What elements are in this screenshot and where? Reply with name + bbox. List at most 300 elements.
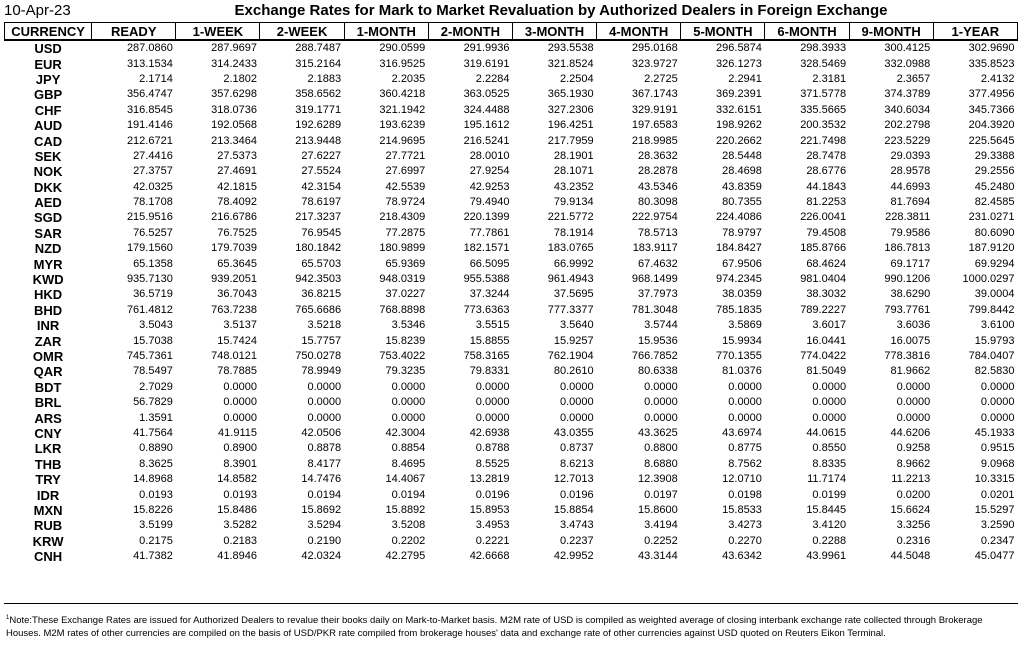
rate-cell: 41.7564: [133, 426, 173, 439]
rate-cell: 2.2035: [391, 72, 426, 85]
rate-cell: 2.2504: [559, 72, 594, 85]
rate-cell: 220.2662: [716, 134, 762, 147]
currency-code: LKR: [34, 441, 62, 457]
footnote-marker: 1: [6, 614, 10, 621]
table-row: [5, 272, 1018, 287]
currency-code: NZD: [34, 241, 62, 257]
rate-cell: 81.7694: [890, 196, 931, 209]
rate-cell: 78.1914: [553, 226, 594, 239]
page-title-wrap: [0, 2, 1024, 20]
rate-cell: 0.0000: [644, 396, 678, 409]
rate-cell: 42.6938: [469, 426, 510, 439]
rate-cell: 295.0168: [631, 42, 678, 55]
rate-cell: 43.5346: [638, 180, 678, 193]
rate-cell: 321.8524: [547, 57, 594, 70]
rate-cell: 3.2590: [980, 519, 1015, 532]
rate-cell: 36.7043: [217, 288, 257, 301]
rate-cell: 789.2227: [800, 303, 847, 316]
rate-cell: 8.4695: [391, 457, 426, 470]
rate-cell: 27.4416: [133, 149, 173, 162]
rate-cell: 78.9724: [385, 196, 426, 209]
currency-code: GBP: [34, 87, 63, 103]
rate-cell: 2.1802: [223, 72, 257, 85]
rate-cell: 0.8890: [139, 442, 173, 455]
footnote-text: Note:These Exchange Rates are issued for Authorized Dealers to revalue their books daily on Mark-to-Market basis. M2M rate of USD is compiled as weighted average of closing interbank exchange rate collected through Brokerage Houses. M2M rates of other currencies are compiled on the basis of USD/PKR rate compiled from brokerage houses' data and exchange rate of other currencies against USD quoted on Reuters Eikon Terminal.: [6, 615, 983, 639]
rate-cell: 195.1612: [463, 119, 510, 132]
rate-cell: 78.1708: [133, 196, 173, 209]
rate-cell: 3.5282: [223, 519, 257, 532]
rate-cell: 3.4120: [812, 519, 847, 532]
rate-cell: 0.0000: [644, 411, 678, 424]
rate-cell: 8.5525: [475, 457, 510, 470]
rate-cell: 37.7973: [638, 288, 678, 301]
rate-cell: 228.3811: [885, 211, 931, 224]
rate-cell: 784.0407: [968, 350, 1015, 362]
rate-cell: 8.6213: [559, 457, 594, 470]
table-body: [5, 40, 1018, 564]
rate-cell: 80.6338: [638, 365, 678, 378]
rate-cell: 3.5869: [728, 319, 762, 332]
rate-cell: 80.6090: [974, 226, 1015, 239]
rate-cell: 36.5719: [133, 288, 173, 301]
rate-cell: 3.4953: [475, 519, 510, 532]
rate-cell: 220.1399: [463, 211, 510, 224]
currency-code: CAD: [34, 133, 63, 149]
table-row: [5, 349, 1018, 364]
rate-cell: 981.0404: [800, 273, 847, 286]
rate-cell: 763.7238: [211, 303, 257, 316]
rate-cell: 291.9936: [463, 42, 510, 55]
column-header-ready: READY: [92, 23, 176, 41]
rate-cell: 15.8486: [217, 503, 257, 516]
rate-cell: 179.7039: [211, 242, 257, 255]
rate-cell: 15.8692: [301, 503, 342, 516]
rate-cell: 79.9134: [553, 196, 594, 209]
rate-cell: 0.2190: [307, 534, 342, 547]
rate-cell: 0.0000: [223, 396, 257, 409]
rate-cell: 777.3377: [547, 303, 594, 316]
rate-cell: 66.9992: [553, 257, 594, 270]
rate-cell: 0.0193: [223, 488, 257, 501]
rate-cell: 8.7562: [728, 457, 762, 470]
rate-cell: 0.8775: [728, 442, 762, 455]
rate-cell: 42.0324: [301, 550, 342, 563]
rate-cell: 0.0198: [728, 488, 762, 501]
rate-cell: 0.0200: [896, 488, 931, 501]
rate-cell: 42.2795: [385, 550, 426, 563]
rate-cell: 0.9258: [896, 442, 931, 455]
footer-divider: [4, 603, 1018, 604]
rate-cell: 0.0000: [223, 411, 257, 424]
rate-cell: 968.1499: [631, 273, 678, 286]
rate-cell: 15.8226: [133, 503, 173, 516]
rate-cell: 15.6624: [890, 503, 931, 516]
currency-code: MYR: [33, 256, 63, 272]
table-row: [5, 72, 1018, 87]
rate-cell: 293.5538: [547, 42, 594, 55]
rate-cell: 29.0393: [890, 149, 931, 162]
rate-cell: 43.6342: [722, 550, 762, 563]
rate-cell: 0.8788: [475, 442, 510, 455]
currency-code: SGD: [34, 210, 63, 226]
rate-cell: 183.0765: [547, 242, 594, 255]
rate-cell: 0.0000: [307, 411, 342, 424]
rate-cell: 42.3004: [385, 426, 426, 439]
rate-cell: 42.5539: [385, 180, 426, 193]
rate-cell: 785.1835: [716, 303, 762, 316]
currency-code: MXN: [33, 502, 63, 518]
rate-cell: 65.9369: [385, 257, 426, 270]
rate-cell: 185.8766: [800, 242, 847, 255]
rate-cell: 3.5208: [391, 519, 426, 532]
rate-cell: 324.4488: [463, 103, 510, 116]
table-row: [5, 426, 1018, 441]
currency-code: AUD: [34, 118, 63, 134]
rate-cell: 27.4691: [217, 165, 257, 178]
rate-cell: 0.0000: [980, 411, 1015, 424]
rate-cell: 8.4177: [307, 457, 342, 470]
table-row: [5, 149, 1018, 164]
rate-cell: 0.0000: [728, 396, 762, 409]
currency-code: TRY: [35, 472, 61, 488]
column-header-3-month: 3-MONTH: [512, 23, 596, 41]
currency-code: CHF: [34, 102, 62, 118]
rate-cell: 39.0004: [974, 288, 1015, 301]
table-header-row: [5, 23, 1018, 41]
rate-cell: 43.3144: [638, 550, 678, 563]
rate-cell: 43.3625: [638, 426, 678, 439]
rate-cell: 8.8335: [812, 457, 847, 470]
rate-cell: 81.9662: [890, 365, 931, 378]
rate-cell: 0.0193: [139, 488, 173, 501]
table-row: [5, 87, 1018, 102]
rate-cell: 76.9545: [301, 226, 342, 239]
rate-cell: 77.7861: [469, 226, 510, 239]
rate-cell: 42.9253: [469, 180, 510, 193]
rate-cell: 28.9578: [890, 165, 931, 178]
rate-cell: 79.4940: [469, 196, 510, 209]
column-header-2-month: 2-MONTH: [428, 23, 512, 41]
rate-cell: 15.7757: [301, 334, 342, 347]
rate-cell: 183.9117: [632, 242, 678, 255]
rate-cell: 3.4273: [728, 519, 762, 532]
rate-cell: 217.7959: [547, 134, 594, 147]
rate-cell: 15.9536: [638, 334, 678, 347]
rate-cell: 28.3632: [638, 149, 678, 162]
currency-code: IDR: [36, 487, 60, 503]
column-header-1-week: 1-WEEK: [176, 23, 260, 41]
rate-cell: 15.8239: [385, 334, 426, 347]
rate-cell: 0.9515: [980, 442, 1015, 455]
rate-cell: 758.3165: [463, 350, 510, 362]
rate-cell: 328.5469: [800, 57, 847, 70]
rate-cell: 12.0710: [722, 473, 762, 486]
column-header-6-month: 6-MONTH: [765, 23, 849, 41]
rate-cell: 42.9952: [553, 550, 594, 563]
table-row: [5, 226, 1018, 241]
rate-cell: 27.3757: [133, 165, 173, 178]
currency-code: BRL: [34, 395, 62, 411]
rate-cell: 0.0000: [307, 396, 342, 409]
rate-cell: 8.6880: [644, 457, 678, 470]
rate-cell: 762.1904: [547, 350, 594, 362]
rate-cell: 77.2875: [385, 226, 426, 239]
rate-cell: 180.1842: [295, 242, 342, 255]
rate-cell: 0.0000: [980, 396, 1015, 409]
rate-cell: 179.1560: [126, 242, 173, 255]
rate-cell: 221.5772: [547, 211, 594, 224]
rate-cell: 748.0121: [211, 350, 257, 362]
table-row: [5, 133, 1018, 148]
rate-cell: 298.3933: [800, 42, 847, 55]
rate-cell: 15.5297: [974, 503, 1015, 516]
rate-cell: 78.9797: [722, 226, 762, 239]
table-row: [5, 318, 1018, 333]
rate-cell: 2.4132: [980, 72, 1015, 85]
rate-cell: 0.8737: [559, 442, 594, 455]
rate-cell: 28.6776: [806, 165, 847, 178]
rate-cell: 3.6036: [896, 319, 931, 332]
rate-cell: 215.9516: [126, 211, 173, 224]
rate-cell: 212.6721: [126, 134, 173, 147]
rate-cell: 0.2183: [223, 534, 257, 547]
rate-cell: 374.3789: [884, 88, 931, 101]
table-row: [5, 118, 1018, 133]
rate-cell: 11.2213: [891, 473, 931, 486]
rate-cell: 37.3244: [469, 288, 510, 301]
rate-cell: 3.5294: [307, 519, 342, 532]
rate-cell: 781.3048: [631, 303, 678, 316]
rate-cell: 82.4585: [974, 196, 1015, 209]
rate-cell: 3.4194: [644, 519, 678, 532]
rate-cell: 15.8600: [638, 503, 678, 516]
rate-cell: 78.9949: [301, 365, 342, 378]
rate-cell: 196.4251: [547, 119, 594, 132]
rate-cell: 14.8968: [133, 473, 173, 486]
rate-cell: 0.0000: [391, 411, 426, 424]
rate-cell: 2.2941: [728, 72, 762, 85]
rate-cell: 28.1901: [553, 149, 594, 162]
currency-code: JPY: [35, 71, 61, 87]
rate-cell: 357.6298: [211, 88, 257, 101]
table-row: [5, 333, 1018, 348]
rate-cell: 296.5874: [716, 42, 762, 55]
rate-cell: 27.9254: [469, 165, 510, 178]
table-row: [5, 303, 1018, 318]
currency-code: KRW: [32, 533, 64, 549]
rate-cell: 27.5373: [217, 149, 257, 162]
rate-cell: 0.0000: [223, 380, 257, 393]
currency-code: BHD: [34, 302, 63, 318]
rate-cell: 81.2253: [806, 196, 847, 209]
rate-cell: 65.5703: [301, 257, 342, 270]
rate-cell: 990.1206: [884, 273, 931, 286]
rate-cell: 29.3388: [974, 149, 1015, 162]
rate-cell: 0.0000: [644, 380, 678, 393]
rate-cell: 42.6668: [469, 550, 510, 563]
rate-cell: 184.8427: [716, 242, 762, 255]
rate-cell: 287.0860: [126, 42, 173, 55]
rate-cell: 2.2284: [475, 72, 510, 85]
rate-cell: 371.5778: [800, 88, 847, 101]
table-row: [5, 256, 1018, 271]
rate-cell: 28.2878: [638, 165, 678, 178]
rate-cell: 323.9727: [631, 57, 678, 70]
rate-cell: 766.7852: [631, 350, 678, 362]
rate-cell: 42.1815: [217, 180, 257, 193]
rate-cell: 15.9793: [974, 334, 1015, 347]
rate-cell: 15.8855: [469, 334, 510, 347]
currency-code: USD: [34, 41, 62, 57]
table-row: [5, 180, 1018, 195]
rate-cell: 0.0196: [559, 488, 594, 501]
table-row: [5, 395, 1018, 410]
rate-cell: 0.0000: [896, 396, 931, 409]
table-row: [5, 164, 1018, 179]
rate-cell: 43.6974: [722, 426, 762, 439]
currency-code: DKK: [34, 179, 63, 195]
rate-cell: 0.0000: [896, 380, 931, 393]
table-row: [5, 472, 1018, 487]
rate-cell: 43.0355: [553, 426, 594, 439]
currency-code: NOK: [33, 164, 63, 180]
rate-cell: 360.4218: [379, 88, 426, 101]
rate-cell: 1.3591: [139, 411, 173, 424]
rate-cell: 198.9262: [716, 119, 762, 132]
rate-cell: 204.3920: [968, 119, 1015, 132]
rate-cell: 222.9754: [631, 211, 678, 224]
rate-cell: 335.8523: [968, 57, 1015, 70]
rate-cell: 13.2819: [469, 473, 510, 486]
rate-cell: 0.2347: [980, 534, 1015, 547]
rate-cell: 14.8582: [217, 473, 257, 486]
rate-cell: 65.1358: [133, 257, 173, 270]
rate-cell: 214.9695: [379, 134, 426, 147]
rate-cell: 365.1930: [547, 88, 594, 101]
rate-cell: 316.9525: [379, 57, 426, 70]
rate-cell: 3.5515: [475, 319, 510, 332]
currency-code: SAR: [34, 225, 62, 241]
rate-cell: 44.5048: [890, 550, 931, 563]
rate-cell: 327.2306: [547, 103, 594, 116]
rate-cell: 0.8550: [812, 442, 847, 455]
currency-code: INR: [36, 318, 60, 334]
rate-cell: 0.0201: [980, 488, 1015, 501]
rate-cell: 79.8331: [469, 365, 510, 378]
table-row: [5, 441, 1018, 456]
currency-code: RUB: [34, 518, 63, 534]
rate-cell: 27.6227: [301, 149, 342, 162]
rate-cell: 2.3657: [896, 72, 931, 85]
rate-cell: 0.8800: [644, 442, 678, 455]
rate-cell: 287.9697: [211, 42, 257, 55]
table-row: [5, 487, 1018, 502]
rate-cell: 0.0000: [728, 380, 762, 393]
rate-cell: 2.7029: [139, 380, 173, 393]
rate-cell: 81.5049: [806, 365, 847, 378]
rate-cell: 340.6034: [884, 103, 931, 116]
rate-cell: 3.3256: [896, 519, 931, 532]
rate-cell: 15.7424: [217, 334, 257, 347]
rate-cell: 0.0194: [307, 488, 342, 501]
rate-cell: 218.9985: [631, 134, 678, 147]
rate-cell: 0.0000: [475, 396, 510, 409]
rate-cell: 315.2164: [295, 57, 342, 70]
rate-cell: 288.7487: [295, 42, 342, 55]
currency-code: THB: [34, 456, 62, 472]
table-row: [5, 457, 1018, 472]
rate-cell: 14.4067: [385, 473, 426, 486]
rate-cell: 15.9934: [722, 334, 762, 347]
rate-cell: 0.8854: [391, 442, 426, 455]
rate-cell: 3.5199: [139, 519, 173, 532]
rate-cell: 36.8215: [301, 288, 342, 301]
rate-cell: 28.1071: [553, 165, 594, 178]
rate-cell: 935.7130: [126, 273, 173, 286]
rate-cell: 0.0000: [307, 380, 342, 393]
rate-cell: 15.8533: [722, 503, 762, 516]
rate-cell: 948.0319: [379, 273, 426, 286]
rate-cell: 761.4812: [126, 303, 173, 316]
rate-cell: 12.3908: [638, 473, 678, 486]
rate-cell: 793.7761: [884, 303, 931, 316]
rate-cell: 3.5043: [139, 319, 173, 332]
rate-cell: 0.2237: [559, 534, 594, 547]
rate-cell: 8.3901: [223, 457, 257, 470]
rate-cell: 768.8898: [379, 303, 426, 316]
rate-cell: 78.4092: [217, 196, 257, 209]
rate-cell: 67.9506: [722, 257, 762, 270]
table-row: [5, 549, 1018, 564]
rate-cell: 180.9899: [379, 242, 426, 255]
rate-cell: 67.4632: [638, 257, 678, 270]
rate-cell: 0.8878: [307, 442, 342, 455]
rate-cell: 42.0506: [301, 426, 342, 439]
currency-code: HKD: [34, 287, 63, 303]
rate-cell: 0.0000: [475, 380, 510, 393]
table-row: [5, 518, 1018, 533]
currency-code: KWD: [32, 272, 64, 288]
rate-cell: 11.7174: [807, 473, 847, 486]
rate-cell: 193.6239: [379, 119, 426, 132]
table-row: [5, 195, 1018, 210]
rate-cell: 197.6583: [631, 119, 678, 132]
rate-cell: 3.5346: [391, 319, 426, 332]
rate-cell: 202.2798: [884, 119, 931, 132]
rate-cell: 8.3625: [139, 457, 173, 470]
rate-cell: 200.3532: [800, 119, 847, 132]
rate-cell: 66.5095: [469, 257, 510, 270]
rate-cell: 0.0000: [812, 396, 847, 409]
exchange-rates-table: [4, 22, 1018, 564]
rate-cell: 0.0000: [475, 411, 510, 424]
rate-cell: 78.7885: [217, 365, 257, 378]
rate-cell: 80.3098: [638, 196, 678, 209]
rate-cell: 778.3816: [884, 350, 931, 362]
rate-cell: 44.6206: [890, 426, 931, 439]
rate-cell: 45.0477: [974, 550, 1015, 563]
rate-cell: 0.2270: [728, 534, 762, 547]
rate-cell: 213.9448: [295, 134, 342, 147]
currency-code: ARS: [34, 410, 62, 426]
rate-cell: 1000.0297: [962, 273, 1015, 286]
rate-cell: 0.0000: [812, 380, 847, 393]
rate-cell: 45.2480: [974, 180, 1015, 193]
currency-code: BDT: [34, 379, 62, 395]
table-row: [5, 287, 1018, 302]
rate-cell: 377.4956: [968, 88, 1015, 101]
rate-cell: 0.0196: [475, 488, 510, 501]
